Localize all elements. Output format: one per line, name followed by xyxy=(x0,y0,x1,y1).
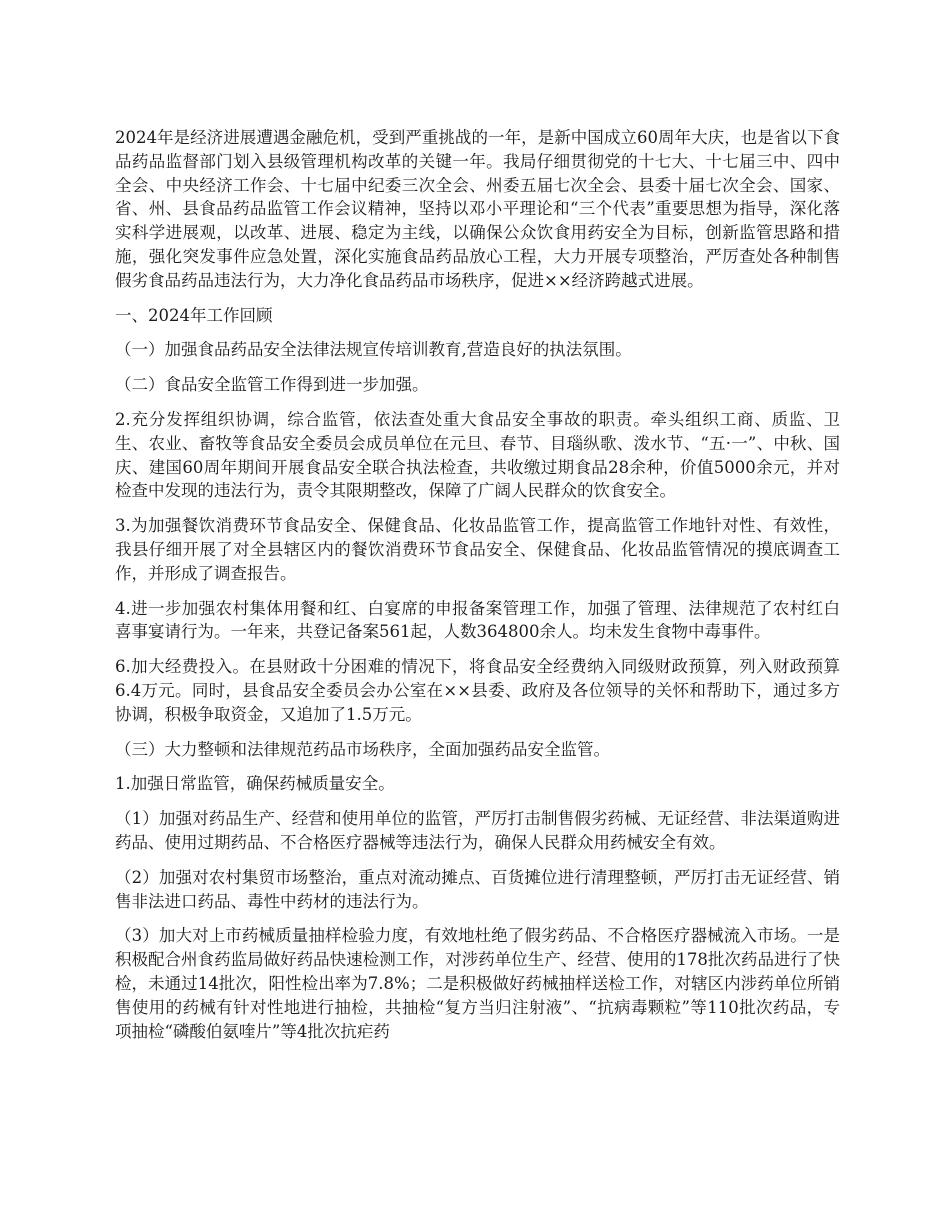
subsection-heading-3: （三）大力整顿和法律规范药品市场秩序，全面加强药品安全监管。 xyxy=(115,739,610,759)
subsection-heading-1: （一）加强食品药品安全法律法规宣传培训教育,营造良好的执法氛围。 xyxy=(115,340,632,360)
intro-paragraph: 2024年是经济进展遭遇金融危机，受到严重挑战的一年，是新中国成立60周年大庆，也是省以下食品药品监督部门划入县级管理机构改革的关键一年。我局仔细贯彻党的十七大、十七届三中、四中全会、中央经济工作会、十七届中纪委三次全会、州委五届七次全会、县委十届七次全会、国家、省、州、县食品药品监管工作会议精神，坚持以邓小平理论和“三个代表”重要思想为指导，深化落实科学进展观，以改革、进展、稳定为主线，以确保公众饮食用药安全为目标，创新监管思路和措施，强化突发事件应急处置，深化实施食品药品放心工程，大力开展专项整治，严厉查处各种制售假劣食品药品违法行为，大力净化食品药品市场秩序，促进××经济跨越式进展。 xyxy=(115,128,840,290)
item-paragraph-2: 2.充分发挥组织协调，综合监管，依法查处重大食品安全事故的职责。牵头组织工商、质监、卫生、农业、畜牧等食品安全委员会成员单位在元旦、春节、目瑙纵歌、泼水节、“五·一”、中秋、国庆、建国60周年期间开展食品安全联合执法检查，共收缴过期食品28余种，价值5000余元，并对检查中发现的违法行为，责令其限期整改，保障了广阔人民群众的饮食安全。 xyxy=(115,409,840,501)
section-heading-review: 一、2024年工作回顾 xyxy=(115,305,273,325)
item-paragraph-6: 6.加大经费投入。在县财政十分困难的情况下，将食品安全经费纳入同级财政预算，列入财政预算6.4万元。同时，县食品安全委员会办公室在××县委、政府及各位领导的关怀和帮助下，通过多方协调，积极争取资金，又追加了1.5万元。 xyxy=(115,657,840,724)
sub-item-paragraph-3: （3）加大对上市药械质量抽样检验力度，有效地杜绝了假劣药品、不合格医疗器械流入市场。一是积极配合州食药监局做好药品快速检测工作，对涉药单位生产、经营、使用的178批次药品进行了快检，未通过14批次，阳性检出率为7.8%；二是积极做好药械抽样送检工作，对辖区内涉药单位所销售使用的药械有针对性地进行抽检，共抽检“复方当归注射液”、“抗病毒颗粒”等110批次药品，专项抽检“磷酸伯氨喹片”等4批次抗疟药 xyxy=(115,926,840,1041)
sub-item-paragraph-1: （1）加强对药品生产、经营和使用单位的监管，严厉打击制售假劣药械、无证经营、非法渠道购进药品、使用过期药品、不合格医疗器械等违法行为，确保人民群众用药械安全有效。 xyxy=(115,809,840,852)
item-paragraph-4: 4.进一步加强农村集体用餐和红、白宴席的申报备案管理工作，加强了管理、法律规范了农村红白喜事宴请行为。一年来，共登记备案561起，人数364800余人。均未发生食物中毒事件。 xyxy=(115,598,840,642)
subsection-heading-2: （二）食品安全监管工作得到进一步加强。 xyxy=(115,375,429,395)
item-paragraph-3: 3.为加强餐饮消费环节食品安全、保健食品、化妆品监管工作，提高监管工作地针对性、有效性，我县仔细开展了对全县辖区内的餐饮消费环节食品安全、保健食品、化妆品监管情况的摸底调查工作，并形成了调查报告。 xyxy=(115,516,840,583)
item-paragraph-1-drug: 1.加强日常监管，确保药械质量安全。 xyxy=(115,774,395,794)
document-body xyxy=(115,126,840,1054)
sub-item-paragraph-2: （2）加强对农村集贸市场整治，重点对流动摊点、百货摊位进行清理整顿，严厉打击无证经营、销售非法进口药品、毒性中药材的违法行为。 xyxy=(115,867,840,911)
